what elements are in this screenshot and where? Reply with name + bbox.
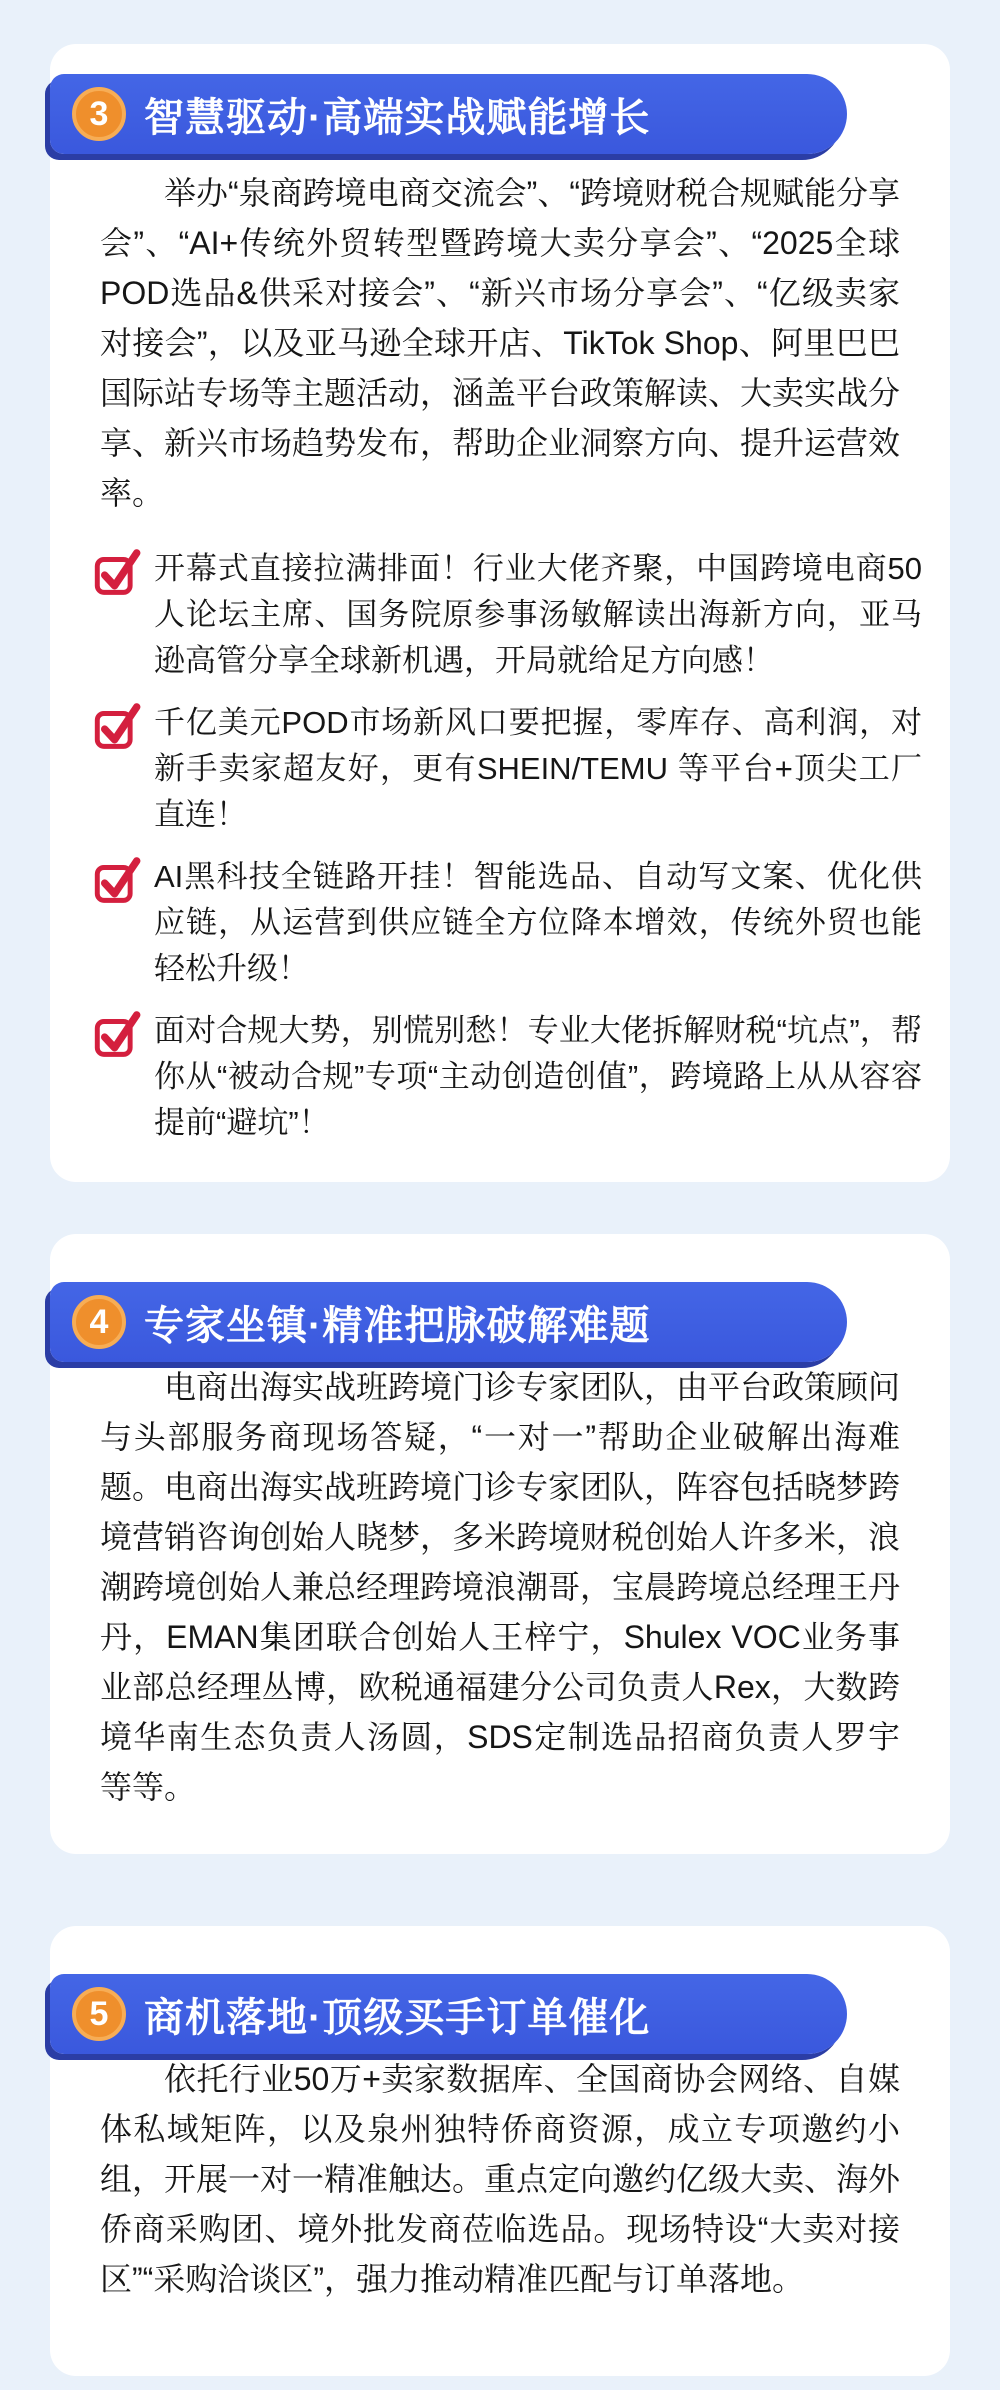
body-paragraph: 依托行业50万+卖家数据库、全国商协会网络、自媒体私域矩阵，以及泉州独特侨商资源，成立专项邀约小组，开展一对一精准触达。重点定向邀约亿级大卖、海外侨商采购团、境外批发商莅临选品。现场特设“大卖对接区”“采购洽谈区”，强力推动精准匹配与订单落地。 [100, 2061, 901, 2297]
checklist-item-text: 面对合规大势，别慌别愁！专业大佬拆解财税“坑点”，帮你从“被动合规”专项“主动创造创值”，跨境路上从从容容提前“避坑”！ [154, 1013, 922, 1140]
checklist [94, 546, 922, 1182]
checklist-item-text: 千亿美元POD市场新风口要把握，零库存、高利润，对新手卖家超友好，更有SHEIN/TEMU 等平台+顶尖工厂直连！ [154, 705, 922, 832]
checkbox-check-icon [94, 856, 140, 902]
section-banner [50, 74, 847, 154]
badge-number: 5 [89, 1994, 109, 2033]
number-badge-icon [72, 1295, 126, 1349]
section-title: 专家坐镇·精准把脉破解难题 [144, 1303, 651, 1348]
section-title: 商机落地·顶级买手订单催化 [144, 1995, 651, 2040]
checklist-item [94, 854, 922, 992]
checkbox-check-icon [94, 1010, 140, 1056]
number-badge-icon [72, 1987, 126, 2041]
number-badge-icon [72, 87, 126, 141]
section-card-4 [50, 1234, 950, 1854]
checklist-item [94, 700, 922, 838]
section-title: 智慧驱动·高端实战赋能增长 [144, 95, 651, 140]
section-banner [50, 1974, 847, 2054]
badge-number: 4 [89, 1302, 109, 1341]
checklist-item [94, 1008, 922, 1146]
badge-number: 3 [89, 94, 109, 133]
section-card-3 [50, 44, 950, 1182]
checkbox-check-icon [94, 548, 140, 594]
checklist-item-text: 开幕式直接拉满排面！行业大佬齐聚，中国跨境电商50人论坛主席、国务院原参事汤敏解读出海新方向，亚马逊高管分享全球新机遇，开局就给足方向感！ [154, 551, 922, 678]
checkbox-check-icon [94, 702, 140, 748]
body-paragraph: 举办“泉商跨境电商交流会”、“跨境财税合规赋能分享会”、“AI+传统外贸转型暨跨境大卖分享会”、“2025全球POD选品&供采对接会”、“新兴市场分享会”、“亿级卖家对接会”，以及亚马逊全球开店、TikTok Shop、阿里巴巴国际站专场等主题活动，涵盖平台政策解读、大卖实战分享、新兴市场趋势发布，帮助企业洞察方向、提升运营效率。 [100, 175, 901, 511]
section-banner [50, 1282, 847, 1362]
checklist-item-text: AI黑科技全链路开挂！智能选品、自动写文案、优化供应链，从运营到供应链全方位降本增效，传统外贸也能轻松升级！ [154, 859, 922, 986]
checklist-item [94, 546, 922, 684]
section-card-5 [50, 1926, 950, 2376]
body-paragraph: 电商出海实战班跨境门诊专家团队，由平台政策顾问与头部服务商现场答疑，“一对一”帮助企业破解出海难题。电商出海实战班跨境门诊专家团队，阵容包括晓梦跨境营销咨询创始人晓梦，多米跨境财税创始人许多米，浪潮跨境创始人兼总经理跨境浪潮哥，宝晨跨境总经理王丹丹，EMAN集团联合创始人王梓宁，Shulex VOC业务事业部总经理丛博，欧税通福建分公司负责人Rex，大数跨境华南生态负责人汤圆，SDS定制选品招商负责人罗宇等等。 [100, 1369, 901, 1805]
